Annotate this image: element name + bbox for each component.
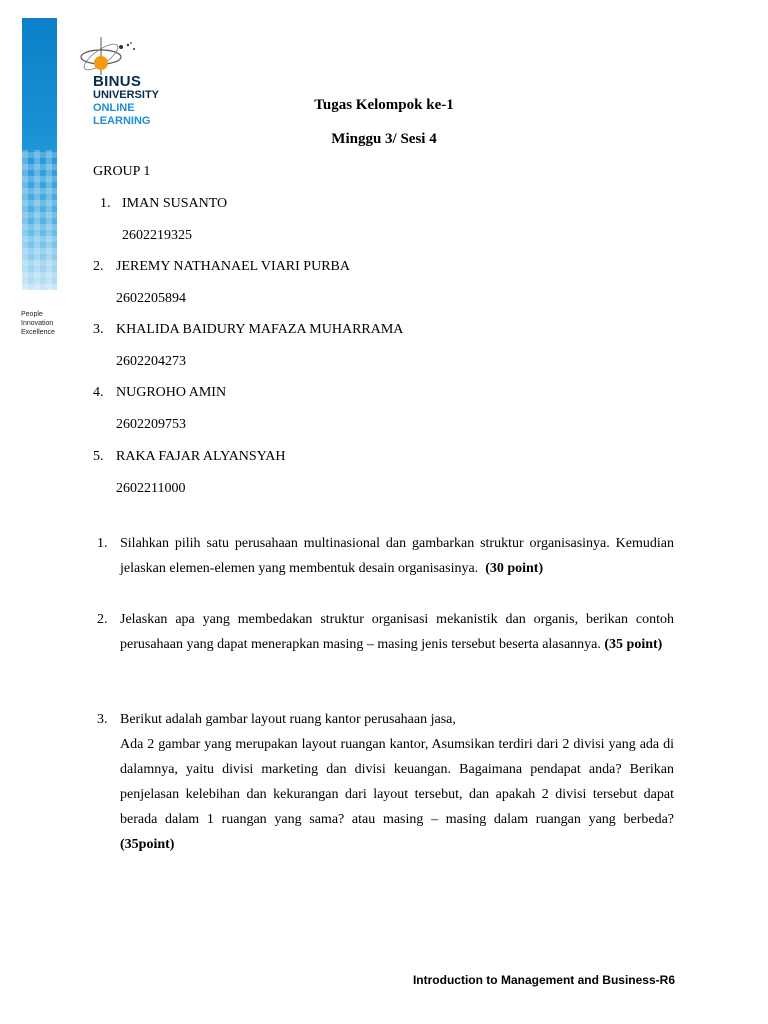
member-number: 4. — [93, 385, 104, 400]
logo-line: ONLINE — [93, 102, 135, 114]
question-text: Ada 2 gambar yang merupakan layout ruangan kantor, Asumsikan terdiri dari 2 divisi yang ada di dalamnya, yaitu divisi marketing dan divisi keuangan. Bagaimana pendapat anda? Berikan penjelasan kelebihan dan kekurangan dari layout tersebut, dan apakah 2 divisi tersebut dapat berada dalam 1 ruangan yang sama? atau masing – masing dalam ruangan yang berbeda? — [120, 737, 674, 827]
brand-tagline — [21, 310, 55, 337]
question-2 — [93, 607, 674, 657]
member-id: 2602204273 — [116, 354, 186, 369]
member-id: 2602209753 — [116, 417, 186, 432]
document-title: Tugas Kelompok ke-1 — [314, 97, 454, 113]
question-1 — [93, 531, 674, 581]
question-points: (30 point) — [485, 561, 544, 576]
question-body — [120, 531, 674, 581]
tagline-line: Excellence — [21, 329, 55, 336]
question-body — [120, 732, 674, 857]
group-label: GROUP 1 — [93, 164, 151, 179]
page-footer: Introduction to Management and Business-R6 — [412, 973, 675, 987]
member-number: 5. — [93, 449, 104, 464]
tagline-line: Innovation — [21, 320, 54, 327]
member-number: 1. — [100, 196, 111, 211]
member-name: KHALIDA BAIDURY MAFAZA MUHARRAMA — [116, 322, 404, 337]
logo-line: BINUS — [93, 73, 142, 90]
member-id: 2602211000 — [116, 481, 186, 496]
member-name: JEREMY NATHANAEL VIARI PURBA — [116, 259, 350, 274]
question-intro: Berikut adalah gambar layout ruang kantor perusahaan jasa, — [120, 712, 456, 727]
binus-logo — [76, 35, 196, 135]
logo-line: LEARNING — [93, 115, 151, 127]
document-subtitle: Minggu 3/ Sesi 4 — [331, 131, 437, 147]
question-text: Jelaskan apa yang membedakan struktur organisasi mekanistik dan organis, berikan contoh perusahaan yang dapat menerapkan masing – masing jenis tersebut beserta alasannya. — [120, 612, 674, 652]
member-name: IMAN SUSANTO — [122, 196, 228, 211]
question-number: 2. — [97, 612, 108, 627]
member-name: NUGROHO AMIN — [116, 385, 227, 400]
question-text: Silahkan pilih satu perusahaan multinasional dan gambarkan struktur organisasinya. Kemudian jelaskan elemen-elemen yang membentuk desain organisasinya. — [120, 536, 674, 576]
question-3 — [93, 707, 674, 857]
question-points: (35point) — [120, 837, 175, 852]
member-name: RAKA FAJAR ALYANSYAH — [116, 449, 286, 464]
logo-line: UNIVERSITY — [93, 89, 160, 101]
member-number: 3. — [93, 322, 104, 337]
binus-logo-icon — [76, 35, 196, 77]
member-id: 2602205894 — [116, 291, 186, 306]
member-number: 2. — [93, 259, 104, 274]
brand-strip-pattern — [22, 150, 57, 290]
question-number: 3. — [97, 712, 108, 727]
member-id: 2602219325 — [122, 228, 192, 243]
question-points: (35 point) — [604, 637, 663, 652]
question-number: 1. — [97, 536, 108, 551]
tagline-line: People — [21, 311, 43, 318]
question-body — [120, 607, 674, 657]
